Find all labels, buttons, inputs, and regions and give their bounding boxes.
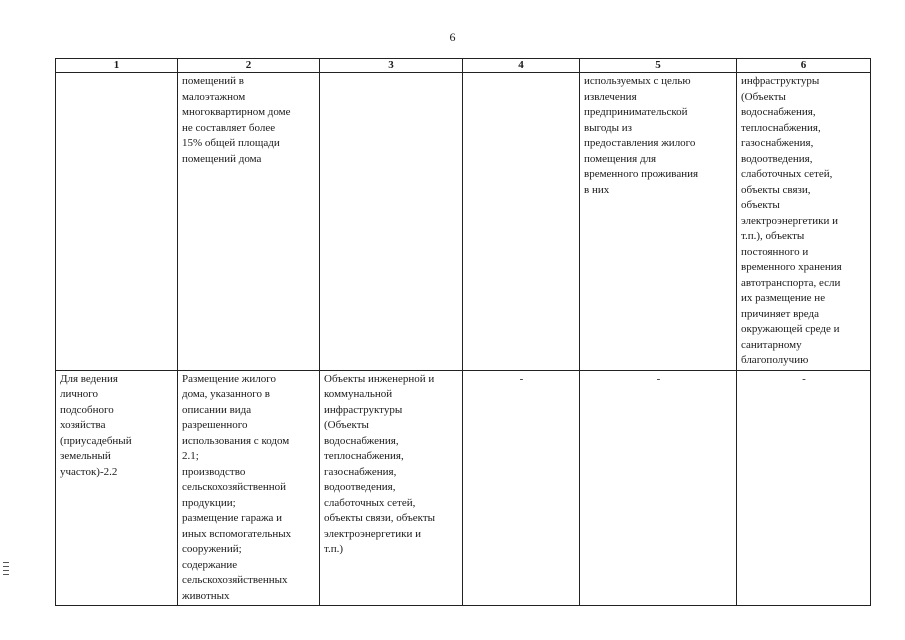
table-row [56,73,871,371]
table-cell: инфраструктуры (Объекты водоснабжения, теплоснабжения, газоснабжения, водоотведения, слаботочных сетей, объекты связи, объекты электроэнергетики и т.п.), объекты постоянного и временного хранения автотранспорта, если их размещение не причиняет вреда окружающей среде и санитарному благополучию [737,73,871,371]
column-header: 1 [56,59,178,73]
column-header: 2 [178,59,320,73]
table-cell: помещений в малоэтажном многоквартирном доме не составляет более 15% общей площади помещений дома [178,73,320,371]
table-cell [320,73,463,371]
binding-margin-marks [3,562,11,578]
table-cell: - [580,370,737,606]
table-cell: - [737,370,871,606]
table-cell [56,73,178,371]
table-cell: Для ведения личного подсобного хозяйства (приусадебный земельный участок)-2.2 [56,370,178,606]
table-cell: - [463,370,580,606]
table-cell: Размещение жилого дома, указанного в описании вида разрешенного использования с кодом 2.1; производство сельскохозяйственной продукции; размещение гаража и иных вспомогательных сооружений; содержание сельскохозяйственных животных [178,370,320,606]
column-header: 6 [737,59,871,73]
table-cell [463,73,580,371]
land-use-table [55,58,871,606]
column-header: 4 [463,59,580,73]
table-cell: Объекты инженерной и коммунальной инфраструктуры (Объекты водоснабжения, теплоснабжения, газоснабжения, водоотведения, слаботочных сетей, объекты связи, объекты электроэнергетики и т.п.) [320,370,463,606]
table-cell: используемых с целью извлечения предпринимательской выгоды из предоставления жилого помещения для временного проживания в них [580,73,737,371]
table-header-row [56,59,871,73]
column-header: 3 [320,59,463,73]
column-header: 5 [580,59,737,73]
page-number: 6 [449,30,456,44]
table-row [56,370,871,606]
